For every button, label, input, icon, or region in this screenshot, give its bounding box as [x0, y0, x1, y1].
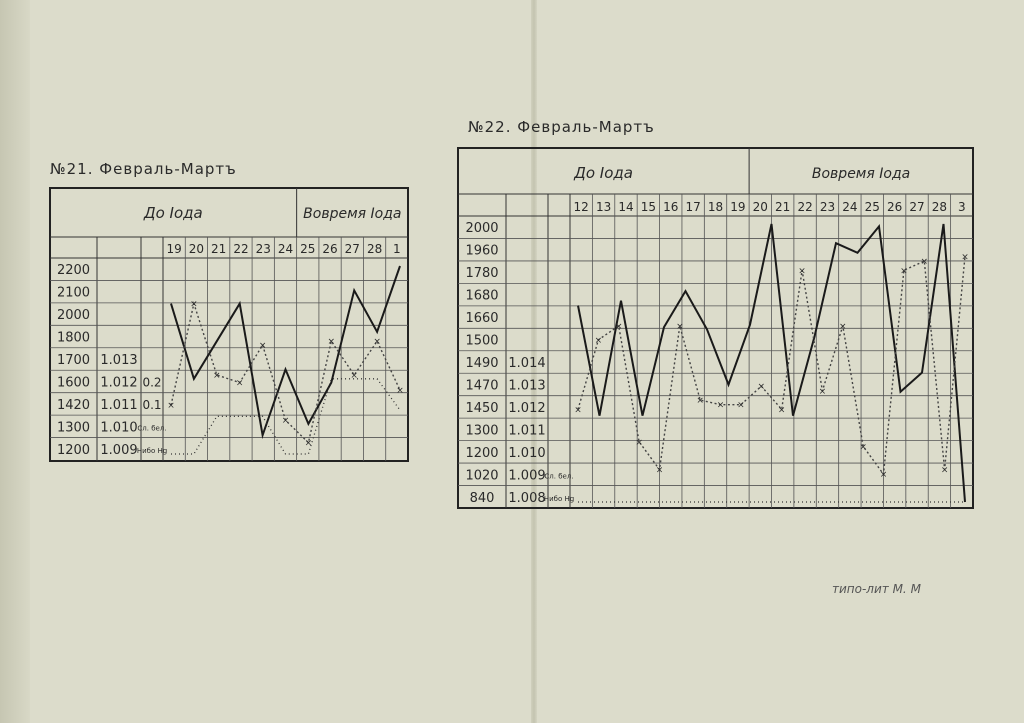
x-tick-label: 24	[277, 242, 294, 256]
series-point-cross: ×	[798, 266, 806, 277]
series-point-cross: ×	[396, 386, 404, 397]
row-label: 0.1	[142, 397, 162, 412]
row-label: Нибо Нg	[543, 494, 575, 503]
series-point-cross: ×	[635, 437, 643, 448]
series-point-cross: ×	[614, 321, 623, 332]
series-point-cross: ×	[167, 401, 175, 412]
series-point-cross: ×	[235, 378, 244, 389]
series-point-cross: ×	[190, 299, 198, 310]
row-label: 1300	[465, 423, 499, 439]
x-tick-label: 17	[685, 200, 701, 214]
series-point-cross: ×	[213, 371, 221, 382]
x-tick-label: 13	[595, 200, 612, 214]
x-tick-label: 1	[393, 242, 401, 256]
row-label: 1.014	[508, 356, 546, 371]
series-point-cross: ×	[818, 386, 827, 397]
row-label: 1.010	[508, 445, 546, 461]
row-label: 1300	[56, 420, 91, 436]
row-label: Сл. бел.	[137, 424, 167, 433]
row-label: 0.2	[142, 375, 162, 390]
row-label: 1.013	[100, 353, 138, 368]
row-label: 1800	[56, 330, 91, 346]
printer-credit: типо-лит М. М	[832, 582, 921, 596]
row-label: 1700	[56, 353, 91, 368]
row-label: 1.010	[100, 420, 138, 436]
row-label: 1500	[465, 333, 499, 349]
row-label: 2000	[465, 221, 499, 237]
x-tick-label: 22	[797, 200, 813, 214]
x-tick-label: 18	[707, 200, 724, 214]
row-label: 1420	[56, 397, 91, 413]
series-line-solid	[171, 266, 400, 435]
series-point-cross: ×	[594, 335, 603, 346]
row-label: 1660	[465, 311, 499, 327]
row-label: 1.011	[100, 397, 138, 413]
row-label: 2200	[56, 263, 91, 279]
row-label: 1490	[465, 356, 499, 371]
x-tick-label: 23	[819, 200, 836, 214]
row-label: 1450	[465, 400, 499, 416]
x-tick-label: 28	[366, 242, 383, 256]
x-tick-label: 3	[957, 200, 966, 214]
row-label: Нибо Нg	[136, 446, 168, 455]
row-label: Сл. бел.	[544, 472, 574, 481]
x-tick-label: 27	[344, 242, 360, 256]
series-point-cross: ×	[281, 416, 290, 427]
header-during: Вовремя Іода	[303, 206, 402, 222]
x-tick-label: 12	[573, 200, 589, 214]
series-point-cross: ×	[900, 266, 908, 277]
series-point-cross: ×	[373, 337, 381, 348]
x-tick-label: 28	[931, 200, 948, 214]
series-point-cross: ×	[350, 371, 358, 382]
x-tick-label: 27	[909, 200, 925, 214]
row-label: 1680	[465, 288, 499, 304]
header-before: До Іода	[143, 204, 203, 222]
x-tick-label: 24	[842, 200, 858, 214]
row-label: 1960	[465, 243, 499, 259]
row-label: 1.011	[508, 423, 546, 439]
row-label: 1200	[56, 442, 91, 458]
series-point-cross: ×	[676, 321, 684, 332]
row-label: 1470	[465, 378, 499, 394]
row-label: 1.009	[100, 442, 138, 458]
x-tick-label: 20	[188, 242, 205, 256]
chart-2	[458, 148, 973, 508]
chart-1	[50, 188, 408, 461]
row-label: 1020	[465, 468, 499, 484]
row-label: 1600	[56, 375, 91, 391]
header-during: Вовремя Іода	[811, 166, 911, 182]
row-label: 1.012	[508, 400, 546, 416]
x-tick-label: 26	[322, 242, 338, 256]
row-label: 840	[469, 490, 495, 506]
series-point-cross: ×	[839, 321, 847, 332]
row-label: 2100	[56, 285, 91, 301]
series-point-cross: ×	[737, 400, 745, 411]
x-tick-label: 23	[255, 242, 271, 256]
series-point-cross: ×	[940, 465, 949, 476]
x-tick-label: 21	[775, 200, 791, 214]
series-point-cross: ×	[920, 257, 929, 268]
series-point-cross: ×	[696, 396, 704, 407]
series-point-cross: ×	[716, 400, 725, 411]
x-tick-label: 14	[618, 200, 634, 214]
row-label: 2000	[56, 308, 91, 324]
row-label: 1.008	[508, 490, 546, 506]
series-point-cross: ×	[777, 405, 786, 416]
x-tick-label: 26	[886, 200, 903, 214]
series-point-cross: ×	[859, 442, 867, 453]
x-tick-label: 15	[640, 200, 657, 214]
chart-title-21: №21. Февраль-Мартъ	[50, 160, 237, 178]
x-tick-label: 25	[864, 200, 880, 214]
row-label: 1.013	[508, 378, 546, 394]
x-tick-label: 19	[730, 200, 746, 214]
x-tick-label: 19	[166, 242, 182, 256]
series-point-cross: ×	[574, 405, 582, 416]
series-point-cross: ×	[961, 252, 969, 263]
row-label: 1780	[465, 266, 499, 282]
series-point-cross: ×	[655, 465, 664, 476]
x-tick-label: 16	[663, 200, 679, 214]
row-label: 1.009	[508, 468, 546, 484]
chart-title-22: №22. Февраль-Мартъ	[468, 118, 655, 136]
series-point-cross: ×	[304, 438, 313, 449]
x-tick-label: 20	[752, 200, 768, 214]
row-label: 1200	[465, 445, 499, 461]
series-point-cross: ×	[327, 337, 336, 348]
x-tick-label: 22	[233, 242, 249, 256]
x-tick-label: 25	[300, 242, 316, 256]
series-point-cross: ×	[879, 470, 888, 481]
header-before: До Іода	[574, 164, 633, 182]
row-label: 1.012	[100, 375, 138, 391]
series-point-cross: ×	[757, 382, 766, 393]
series-point-cross: ×	[258, 340, 267, 351]
x-tick-label: 21	[211, 242, 227, 256]
